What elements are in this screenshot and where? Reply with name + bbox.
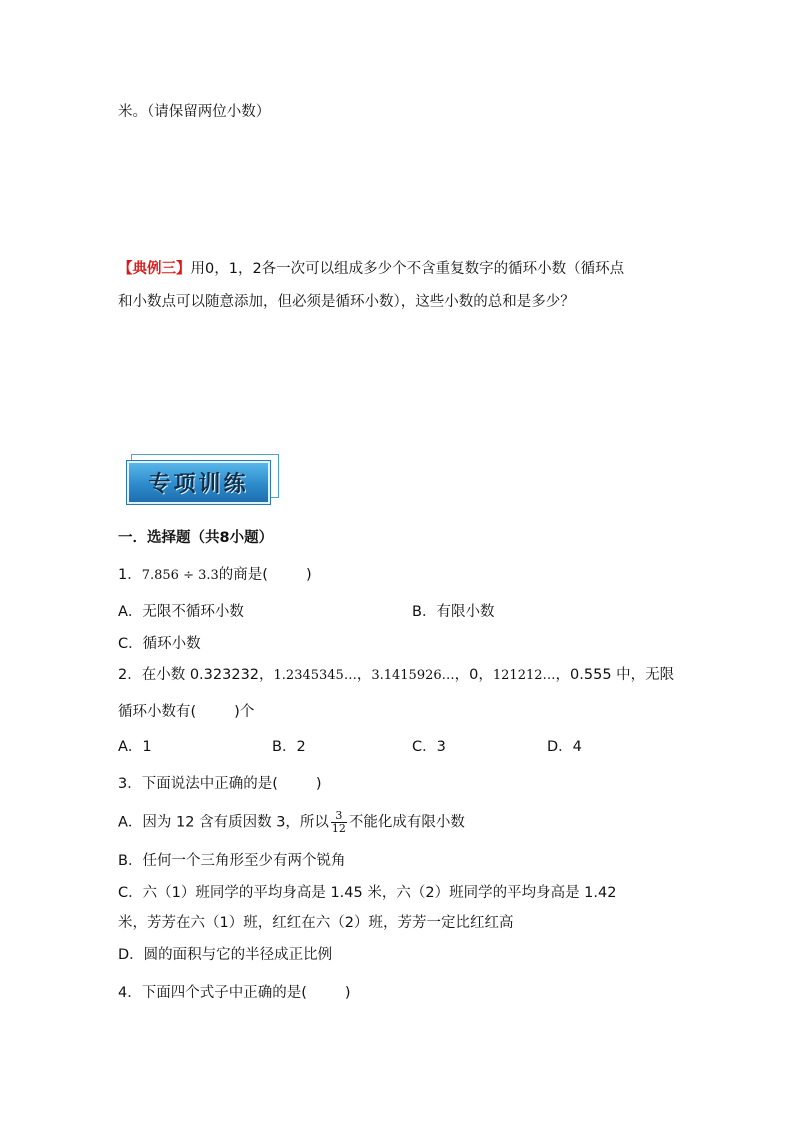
q2-option-d: D．4	[547, 739, 582, 755]
section-banner	[127, 454, 279, 504]
q2-option-a: A．1	[118, 739, 152, 755]
q3-option-c-line-1: C．六（1）班同学的平均身高是 1.45 米，六（2）班同学的平均身高是 1.42	[118, 885, 617, 901]
q2-option-b: B．2	[272, 739, 306, 755]
q4-text: 4．下面四个式子中正确的是(	[118, 985, 307, 1001]
q2-sep-1: ，	[356, 667, 372, 683]
q3-option-c-line-2: 米，芳芳在六（1）班，红红在六（2）班，芳芳一定比红红高	[118, 915, 514, 931]
banner-title: 专项训练	[148, 472, 249, 497]
q3-a-pre: A．因为 12 含有质因数 3，所以	[118, 814, 329, 831]
q3-option-b: B．任何一个三角形至少有两个锐角	[118, 853, 346, 869]
q2-value-1: 1.2345345…	[273, 668, 357, 683]
q1-close: )	[305, 567, 312, 583]
q3-fraction-denominator: 12	[331, 822, 346, 835]
q2-value-3: 121212…	[492, 668, 556, 683]
q3-a-post: 不能化成有限小数	[348, 814, 465, 831]
q2-sep-2: ，0，	[454, 667, 493, 683]
q2-text-a: 2．在小数 0.323232，	[118, 667, 274, 683]
example-3-text-1: 用0，1，2各一次可以组成多少个不含重复数字的循环小数（循环点	[190, 261, 625, 277]
question-2-line-2	[118, 701, 254, 723]
section-title: 一．选择题（共8小题）	[118, 530, 274, 546]
example-3-line-1	[118, 258, 624, 280]
q1-option-c: C．循环小数	[118, 636, 201, 652]
example-3-tag: 【典例三】	[118, 261, 191, 277]
question-4	[118, 982, 351, 1004]
q2-value-2: 3.1415926…	[371, 668, 455, 683]
q3-option-d: D．圆的面积与它的半径成正比例	[118, 947, 333, 963]
q2-option-c: C．3	[412, 739, 446, 755]
q1-option-b: B．有限小数	[412, 604, 495, 620]
q2-text-b: ，0.555 中，无限	[555, 667, 675, 683]
q1-expression: 7.856 ÷ 3.3	[141, 568, 219, 583]
q1-number: 1．	[118, 567, 142, 583]
q1-text: 的商是(	[218, 567, 268, 583]
q2-line2-a: 循环小数有(	[118, 704, 197, 720]
q2-line2-b: )个	[234, 704, 255, 720]
q3-option-a	[118, 810, 465, 835]
continued-line: 米。（请保留两位小数）	[118, 104, 271, 120]
q1-option-a: A．无限不循环小数	[118, 604, 244, 620]
q3-fraction	[331, 810, 347, 835]
q3-close: )	[315, 776, 322, 792]
banner-front	[127, 461, 270, 504]
q4-close: )	[344, 985, 351, 1001]
example-3-line-2: 和小数点可以随意添加，但必须是循环小数），这些小数的总和是多少？	[118, 294, 575, 310]
question-2-line-1	[118, 664, 674, 687]
q3-fraction-numerator: 3	[331, 810, 347, 823]
question-3	[118, 773, 322, 795]
q3-text: 3．下面说法中正确的是(	[118, 776, 278, 792]
question-1	[118, 564, 312, 587]
